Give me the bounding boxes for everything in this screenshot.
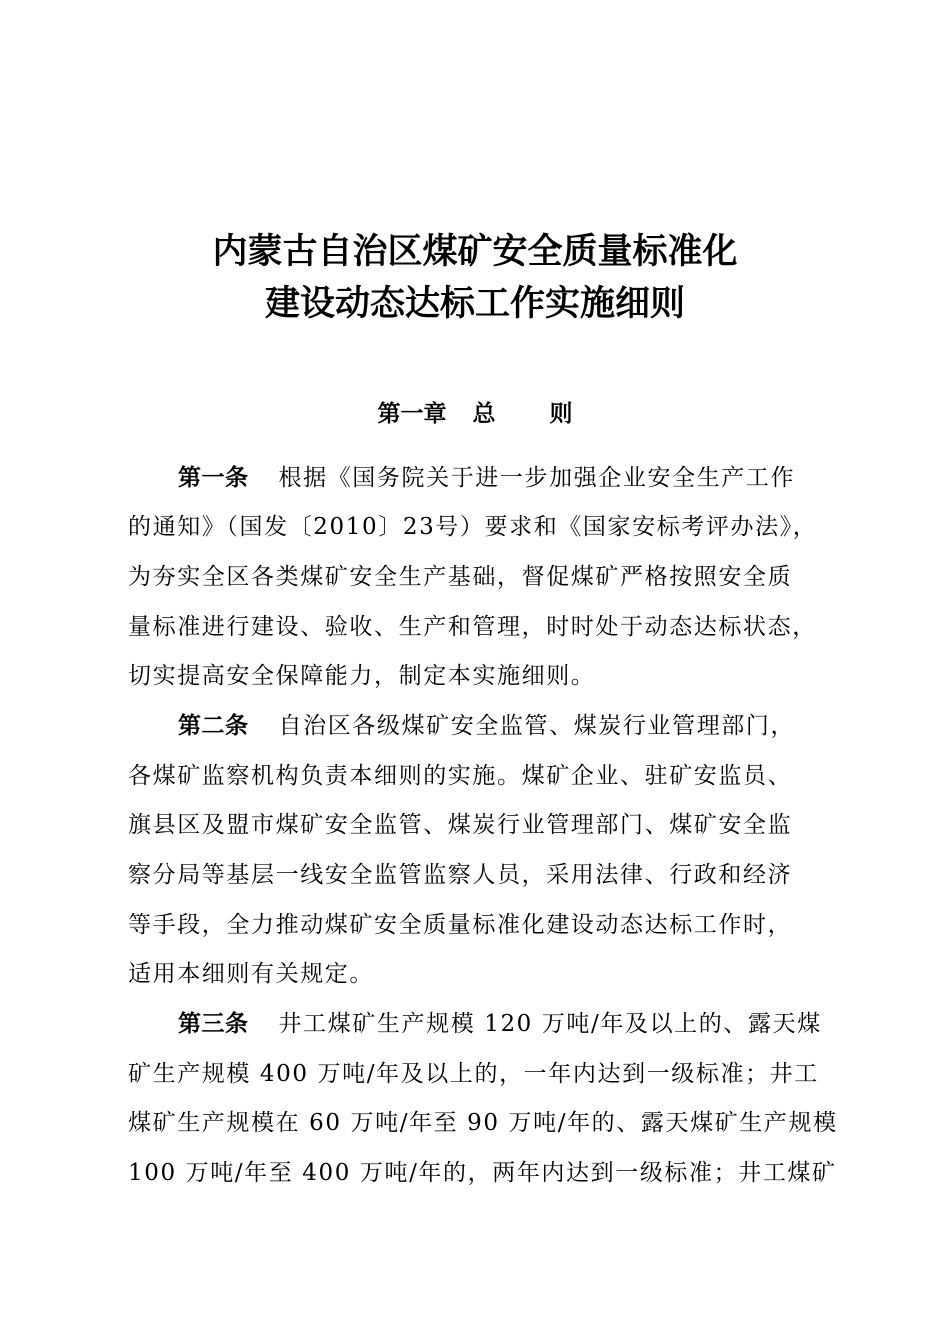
article-3-text-line: 井工煤矿生产规模 120 万吨/年及以上的、露天煤	[278, 1011, 822, 1037]
article-2-text-line: 适用本细则有关规定。	[128, 961, 374, 987]
article-1-text-line: 量标准进行建设、验收、生产和管理，时时处于动态达标状态，	[128, 614, 817, 640]
article-3-label: 第三条	[178, 1011, 249, 1037]
article-1-text-line: 切实提高安全保障能力，制定本实施细则。	[128, 663, 596, 689]
article-1-first-line	[178, 461, 858, 495]
article-3-text-line: 矿生产规模 400 万吨/年及以上的，一年内达到一级标准；井工	[128, 1061, 819, 1087]
article-1-text-line: 为夯实全区各类煤矿安全生产基础，督促煤矿严格按照安全质	[128, 564, 793, 590]
article-3-text-line: 100 万吨/年至 400 万吨/年的，两年内达到一级标准；井工煤矿	[128, 1160, 837, 1186]
article-2-label: 第二条	[178, 713, 249, 739]
article-2-text-line: 自治区各级煤矿安全监管、煤炭行业管理部门，	[278, 713, 796, 739]
article-2-text-line: 察分局等基层一线安全监管监察人员，采用法律、行政和经济	[128, 862, 793, 888]
article-1-label: 第一条	[178, 465, 249, 491]
article-2-text-line: 各煤矿监察机构负责本细则的实施。煤矿企业、驻矿安监员、	[128, 763, 793, 789]
article-1-text-line: 根据《国务院关于进一步加强企业安全生产工作	[278, 465, 796, 491]
chapter-number: 第一章	[377, 401, 447, 427]
article-3-first-line	[178, 1007, 858, 1041]
chapter-word-2: 则	[549, 401, 573, 427]
article-2-first-line	[178, 709, 858, 743]
chapter-word-1: 总	[472, 401, 496, 427]
article-3-text-line: 煤矿生产规模在 60 万吨/年至 90 万吨/年的、露天煤矿生产规模	[128, 1110, 838, 1136]
article-2-text-line: 旗县区及盟市煤矿安全监管、煤炭行业管理部门、煤矿安全监	[128, 812, 793, 838]
document-title-line-2: 建设动态达标工作实施细则	[264, 283, 685, 324]
chapter-heading	[0, 398, 950, 430]
document-title-line-1: 内蒙古自治区煤矿安全质量标准化	[212, 231, 738, 272]
article-1-text-line: 的通知》（国发〔2010〕23号）要求和《国家安标考评办法》，	[128, 514, 818, 540]
article-2-text-line: 等手段，全力推动煤矿安全质量标准化建设动态达标工作时，	[128, 912, 793, 938]
